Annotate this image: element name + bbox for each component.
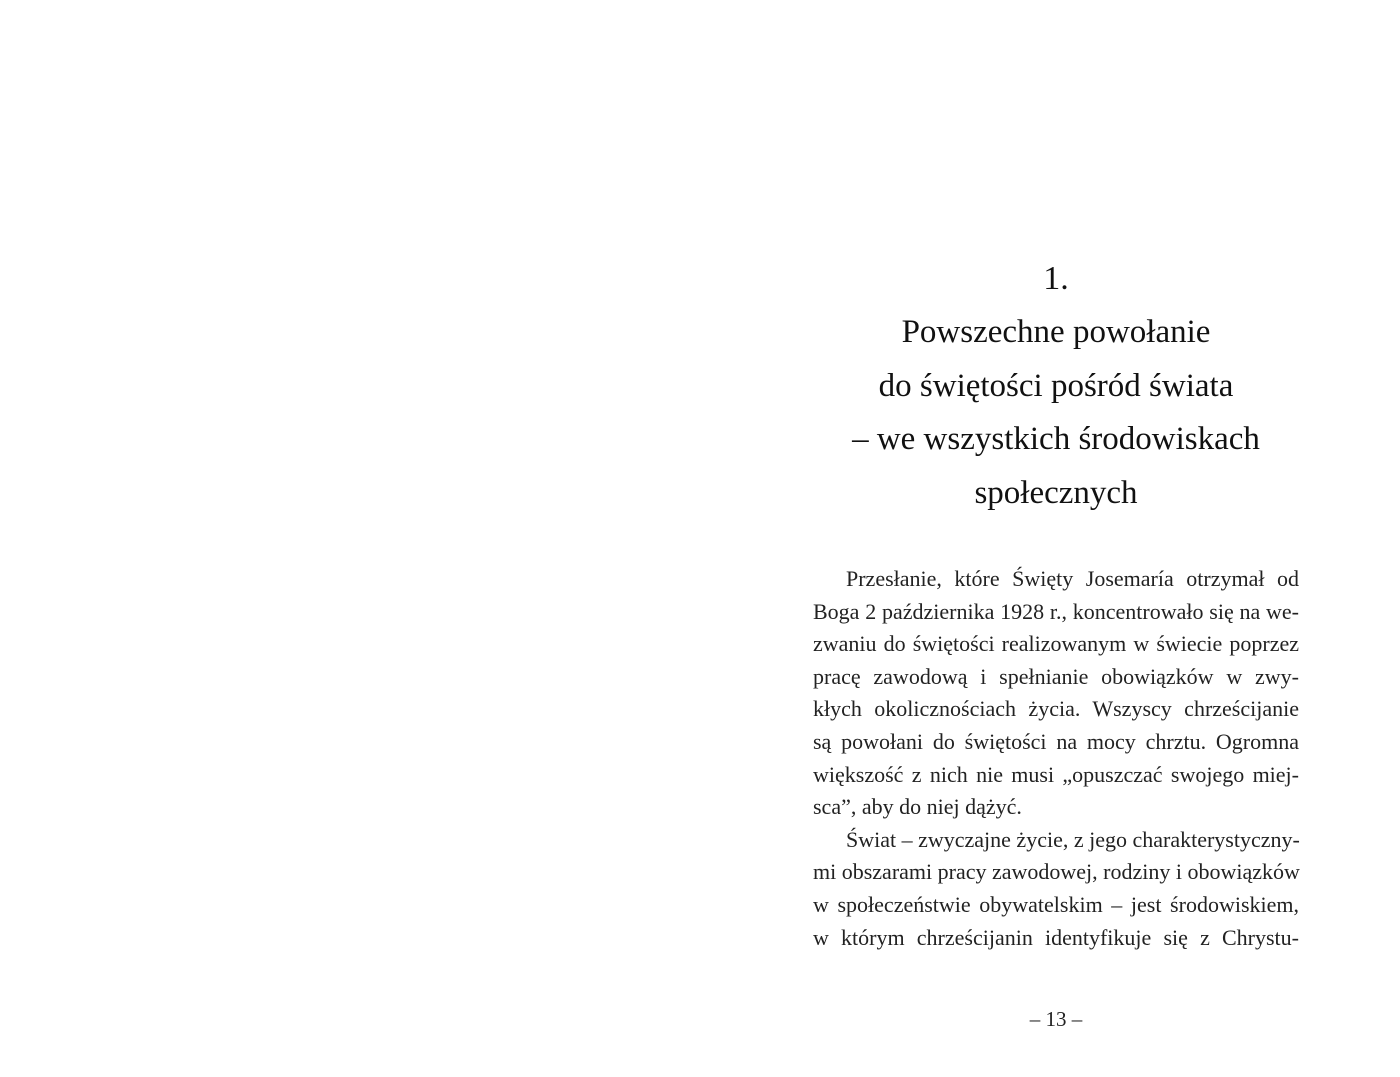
text-line: w społeczeństwie obywatelskim – jest środowiskiem, xyxy=(813,891,1299,917)
text-line: mi obszarami pracy zawodowej, rodziny i obowiązków xyxy=(813,859,1300,885)
text-line: pracę zawodową i spełnianie obowiązków w zwy- xyxy=(813,663,1299,689)
chapter-title-line: społecznych xyxy=(974,474,1138,511)
text-line: Przesłanie, które Święty Josemaría otrzymał od xyxy=(846,566,1299,591)
text-line: sca”, aby do niej dążyć. xyxy=(813,794,1022,820)
text-line: są powołani do świętości na mocy chrztu. Ogromna xyxy=(813,728,1299,754)
paragraph-2 xyxy=(813,824,1299,954)
chapter-title xyxy=(813,306,1299,520)
chapter-title-line: do świętości pośród świata xyxy=(878,367,1234,404)
chapter-heading xyxy=(813,252,1299,520)
page-number: – 13 – xyxy=(1029,1007,1083,1031)
chapter-number: 1. xyxy=(1043,260,1069,297)
body-text xyxy=(813,563,1299,954)
text-line: w którym chrześcijanin identyfikuje się z Chrystu- xyxy=(813,924,1299,950)
right-page xyxy=(700,0,1400,1077)
text-line: Boga 2 października 1928 r., koncentrowało się na we- xyxy=(813,598,1299,624)
chapter-title-line: – we wszystkich środowiskach xyxy=(852,421,1260,457)
paragraph-1 xyxy=(813,563,1299,824)
text-line: zwaniu do świętości realizowanym w świecie poprzez xyxy=(813,631,1299,657)
text-line: Świat – zwyczajne życie, z jego charakterystyczny- xyxy=(846,826,1300,852)
text-line: większość z nich nie musi „opuszczać swojego miej- xyxy=(813,761,1299,787)
text-line: kłych okolicznościach życia. Wszyscy chrześcijanie xyxy=(813,696,1299,722)
chapter-title-line: Powszechne powołanie xyxy=(901,314,1211,350)
